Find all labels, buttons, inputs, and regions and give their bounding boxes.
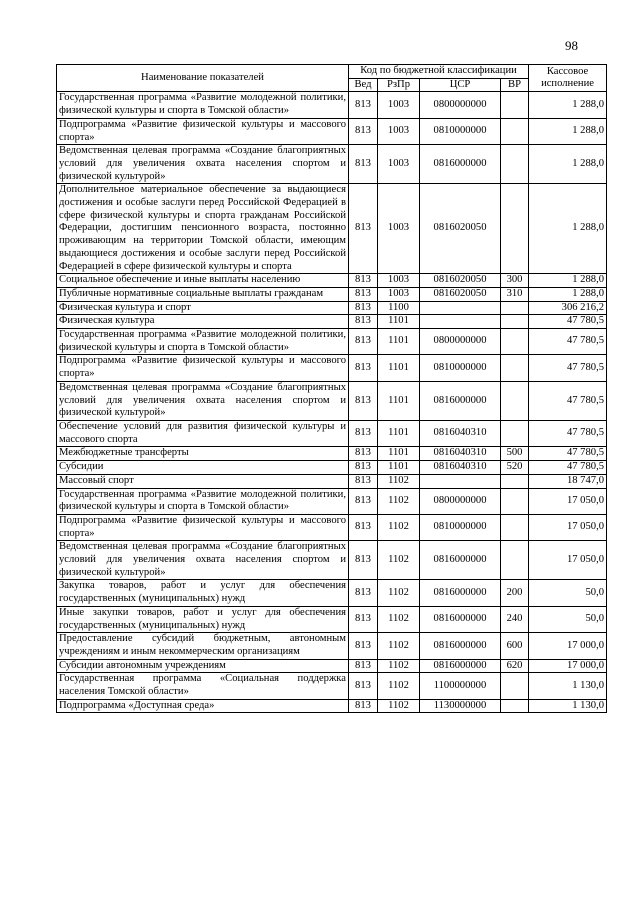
cell-amount: 47 780,5 <box>529 329 607 355</box>
cell-name: Субсидии автономным учреждениям <box>57 659 349 673</box>
cell-name: Физическая культура <box>57 315 349 329</box>
cell-csr: 0810000000 <box>420 355 501 381</box>
cell-rzpr: 1101 <box>378 329 420 355</box>
cell-vr <box>501 315 529 329</box>
cell-amount: 50,0 <box>529 606 607 632</box>
cell-rzpr: 1102 <box>378 488 420 514</box>
cell-amount: 1 288,0 <box>529 145 607 184</box>
cell-ved: 813 <box>349 633 378 659</box>
cell-vr <box>501 301 529 315</box>
table-row <box>57 699 607 713</box>
cell-ved: 813 <box>349 580 378 606</box>
cell-rzpr: 1102 <box>378 699 420 713</box>
cell-csr: 0800000000 <box>420 92 501 118</box>
cell-amount: 17 050,0 <box>529 514 607 540</box>
cell-name: Государственная программа «Развитие молодежной политики, физической культуры и спорта в Томской области» <box>57 488 349 514</box>
cell-amount: 18 747,0 <box>529 474 607 488</box>
table-row <box>57 461 607 475</box>
cell-csr: 0816000000 <box>420 633 501 659</box>
cell-ved: 813 <box>349 699 378 713</box>
cell-csr <box>420 315 501 329</box>
cell-rzpr: 1003 <box>378 274 420 288</box>
table-row <box>57 606 607 632</box>
table-row <box>57 92 607 118</box>
cell-vr <box>501 514 529 540</box>
cell-vr <box>501 92 529 118</box>
cell-csr: 0816000000 <box>420 659 501 673</box>
cell-ved: 813 <box>349 606 378 632</box>
table-row <box>57 355 607 381</box>
header-code-group: Код по бюджетной классификации <box>349 65 529 79</box>
cell-name: Государственная программа «Социальная поддержка населения Томской области» <box>57 673 349 699</box>
table-row <box>57 580 607 606</box>
cell-rzpr: 1102 <box>378 541 420 580</box>
cell-vr <box>501 355 529 381</box>
cell-ved: 813 <box>349 92 378 118</box>
cell-amount: 47 780,5 <box>529 355 607 381</box>
cell-name: Ведомственная целевая программа «Создание благоприятных условий для увеличения охвата населения спортом и физической культурой» <box>57 145 349 184</box>
table-row <box>57 488 607 514</box>
cell-ved: 813 <box>349 355 378 381</box>
cell-vr: 520 <box>501 461 529 475</box>
page-number: 98 <box>565 38 578 53</box>
cell-csr: 0816040310 <box>420 461 501 475</box>
cell-name: Подпрограмма «Доступная среда» <box>57 699 349 713</box>
cell-name: Ведомственная целевая программа «Создание благоприятных условий для увеличения охвата населения спортом и физической культурой» <box>57 541 349 580</box>
budget-table <box>56 64 607 713</box>
cell-ved: 813 <box>349 329 378 355</box>
table-header <box>57 65 607 92</box>
cell-csr: 0816000000 <box>420 541 501 580</box>
cell-amount: 17 050,0 <box>529 488 607 514</box>
cell-amount: 1 130,0 <box>529 699 607 713</box>
cell-amount: 17 050,0 <box>529 541 607 580</box>
cell-name: Подпрограмма «Развитие физической культуры и массового спорта» <box>57 118 349 144</box>
table-row <box>57 184 607 274</box>
cell-csr: 0816020050 <box>420 287 501 301</box>
cell-ved: 813 <box>349 514 378 540</box>
table-row <box>57 118 607 144</box>
cell-ved: 813 <box>349 474 378 488</box>
cell-csr: 1100000000 <box>420 673 501 699</box>
cell-name: Межбюджетные трансферты <box>57 447 349 461</box>
cell-rzpr: 1102 <box>378 673 420 699</box>
cell-name: Государственная программа «Развитие молодежной политики, физической культуры и спорта в Томской области» <box>57 329 349 355</box>
cell-amount: 47 780,5 <box>529 420 607 446</box>
table-row <box>57 420 607 446</box>
cell-vr <box>501 673 529 699</box>
cell-name: Социальное обеспечение и иные выплаты населению <box>57 274 349 288</box>
cell-amount: 47 780,5 <box>529 461 607 475</box>
cell-amount: 47 780,5 <box>529 381 607 420</box>
cell-csr: 0810000000 <box>420 118 501 144</box>
cell-csr: 0816000000 <box>420 381 501 420</box>
cell-vr <box>501 145 529 184</box>
cell-name: Физическая культура и спорт <box>57 301 349 315</box>
cell-name: Публичные нормативные социальные выплаты гражданам <box>57 287 349 301</box>
cell-name: Закупка товаров, работ и услуг для обеспечения государственных (муниципальных) нужд <box>57 580 349 606</box>
header-ved: Вед <box>349 78 378 92</box>
table-body <box>57 92 607 713</box>
cell-vr <box>501 184 529 274</box>
cell-ved: 813 <box>349 673 378 699</box>
cell-vr: 500 <box>501 447 529 461</box>
cell-amount: 17 000,0 <box>529 659 607 673</box>
cell-amount: 47 780,5 <box>529 447 607 461</box>
cell-ved: 813 <box>349 287 378 301</box>
cell-rzpr: 1102 <box>378 606 420 632</box>
cell-csr: 0800000000 <box>420 329 501 355</box>
cell-vr <box>501 329 529 355</box>
cell-csr: 0816000000 <box>420 145 501 184</box>
table-row <box>57 274 607 288</box>
cell-rzpr: 1101 <box>378 355 420 381</box>
cell-csr: 0800000000 <box>420 488 501 514</box>
cell-ved: 813 <box>349 461 378 475</box>
cell-vr: 600 <box>501 633 529 659</box>
cell-vr <box>501 381 529 420</box>
cell-vr: 200 <box>501 580 529 606</box>
cell-name: Государственная программа «Развитие молодежной политики, физической культуры и спорта в Томской области» <box>57 92 349 118</box>
cell-ved: 813 <box>349 488 378 514</box>
cell-csr: 0816000000 <box>420 580 501 606</box>
cell-rzpr: 1003 <box>378 287 420 301</box>
cell-rzpr: 1101 <box>378 315 420 329</box>
cell-ved: 813 <box>349 301 378 315</box>
cell-ved: 813 <box>349 541 378 580</box>
table-row <box>57 447 607 461</box>
table-row <box>57 329 607 355</box>
cell-name: Предоставление субсидий бюджетным, автономным учреждениям и иным некоммерческим организациям <box>57 633 349 659</box>
cell-amount: 1 288,0 <box>529 274 607 288</box>
cell-ved: 813 <box>349 274 378 288</box>
table-row <box>57 514 607 540</box>
cell-ved: 813 <box>349 447 378 461</box>
cell-amount: 1 288,0 <box>529 287 607 301</box>
cell-csr: 0810000000 <box>420 514 501 540</box>
cell-rzpr: 1003 <box>378 145 420 184</box>
table-row <box>57 659 607 673</box>
table-row <box>57 673 607 699</box>
cell-ved: 813 <box>349 420 378 446</box>
cell-name: Обеспечение условий для развития физической культуры и массового спорта <box>57 420 349 446</box>
cell-rzpr: 1102 <box>378 474 420 488</box>
cell-amount: 1 288,0 <box>529 118 607 144</box>
cell-vr <box>501 541 529 580</box>
cell-vr: 310 <box>501 287 529 301</box>
cell-rzpr: 1003 <box>378 118 420 144</box>
cell-name: Подпрограмма «Развитие физической культуры и массового спорта» <box>57 514 349 540</box>
cell-rzpr: 1101 <box>378 381 420 420</box>
cell-vr: 300 <box>501 274 529 288</box>
cell-rzpr: 1003 <box>378 92 420 118</box>
cell-rzpr: 1101 <box>378 447 420 461</box>
cell-amount: 306 216,2 <box>529 301 607 315</box>
table-row <box>57 633 607 659</box>
cell-rzpr: 1102 <box>378 633 420 659</box>
cell-rzpr: 1003 <box>378 184 420 274</box>
cell-amount: 17 000,0 <box>529 633 607 659</box>
cell-ved: 813 <box>349 145 378 184</box>
cell-name: Субсидии <box>57 461 349 475</box>
cell-csr: 0816000000 <box>420 606 501 632</box>
cell-amount: 50,0 <box>529 580 607 606</box>
cell-vr: 240 <box>501 606 529 632</box>
cell-vr <box>501 118 529 144</box>
cell-rzpr: 1102 <box>378 659 420 673</box>
cell-csr: 0816020050 <box>420 274 501 288</box>
cell-vr <box>501 474 529 488</box>
table-row <box>57 381 607 420</box>
table-row <box>57 145 607 184</box>
cell-vr <box>501 488 529 514</box>
cell-csr: 0816020050 <box>420 184 501 274</box>
cell-name: Дополнительное материальное обеспечение за выдающиеся достижения и особые заслуги перед Российской Федерацией в сфере физической культуры и спорта гражданам Российской Федерации, достигшим пенсионного возраста, постоянно проживающим на территории Томской области, имеющим выдающиеся достижения и особые заслуги перед Российской Федерацией в сфере физической культуры и спорта <box>57 184 349 274</box>
header-csr: ЦСР <box>420 78 501 92</box>
table-row <box>57 301 607 315</box>
cell-amount: 47 780,5 <box>529 315 607 329</box>
cell-vr: 620 <box>501 659 529 673</box>
cell-vr <box>501 420 529 446</box>
cell-amount: 1 288,0 <box>529 92 607 118</box>
header-vr: ВР <box>501 78 529 92</box>
cell-ved: 813 <box>349 659 378 673</box>
header-rzpr: РзПр <box>378 78 420 92</box>
cell-name: Иные закупки товаров, работ и услуг для обеспечения государственных (муниципальных) нужд <box>57 606 349 632</box>
table-row <box>57 315 607 329</box>
cell-ved: 813 <box>349 184 378 274</box>
table-row <box>57 474 607 488</box>
cell-amount: 1 288,0 <box>529 184 607 274</box>
table-row <box>57 541 607 580</box>
cell-amount: 1 130,0 <box>529 673 607 699</box>
table-row <box>57 287 607 301</box>
header-name: Наименование показателей <box>57 65 349 92</box>
cell-rzpr: 1101 <box>378 420 420 446</box>
cell-name: Массовый спорт <box>57 474 349 488</box>
cell-ved: 813 <box>349 381 378 420</box>
cell-rzpr: 1100 <box>378 301 420 315</box>
cell-ved: 813 <box>349 118 378 144</box>
cell-csr <box>420 474 501 488</box>
cell-csr: 0816040310 <box>420 420 501 446</box>
cell-csr: 0816040310 <box>420 447 501 461</box>
cell-name: Подпрограмма «Развитие физической культуры и массового спорта» <box>57 355 349 381</box>
cell-rzpr: 1102 <box>378 580 420 606</box>
header-amount: Кассовое исполнение <box>529 65 607 92</box>
cell-csr <box>420 301 501 315</box>
cell-name: Ведомственная целевая программа «Создание благоприятных условий для увеличения охвата населения спортом и физической культурой» <box>57 381 349 420</box>
cell-rzpr: 1101 <box>378 461 420 475</box>
cell-rzpr: 1102 <box>378 514 420 540</box>
cell-csr: 1130000000 <box>420 699 501 713</box>
cell-vr <box>501 699 529 713</box>
cell-ved: 813 <box>349 315 378 329</box>
